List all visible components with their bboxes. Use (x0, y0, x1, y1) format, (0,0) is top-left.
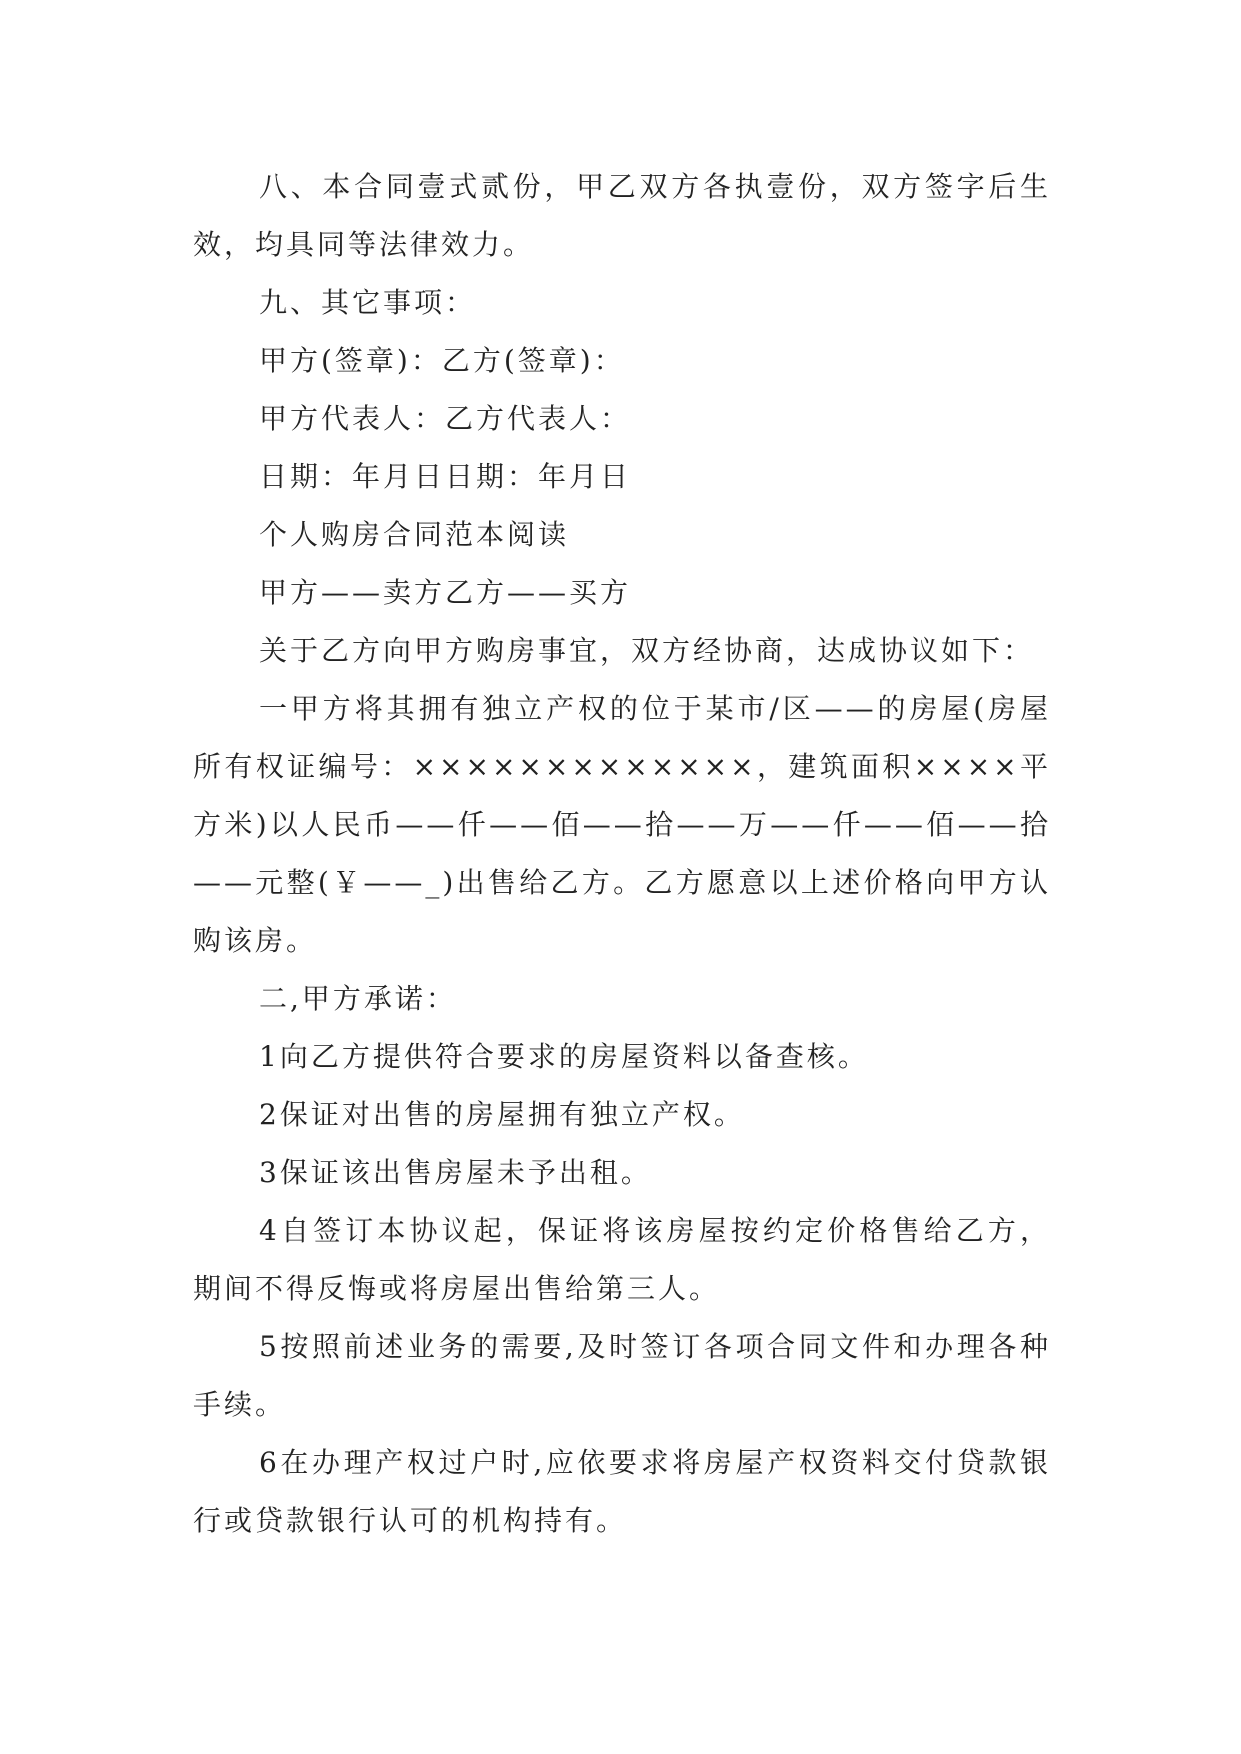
paragraph-agreement-intro: 关于乙方向甲方购房事宜，双方经协商，达成协议如下： (259, 634, 1035, 667)
paragraph-dates: 日期：年月日日期：年月日 (259, 460, 632, 493)
paragraph-commitment-3: 3保证该出售房屋未予出租。 (259, 1156, 652, 1189)
paragraph-representatives: 甲方代表人：乙方代表人： (259, 402, 632, 435)
paragraph-contract-title: 个人购房合同范本阅读 (259, 518, 570, 551)
paragraph-clause-one: 一甲方将其拥有独立产权的位于某市/区——的房屋(房屋所有权证编号：×××××××××××××，建筑面积××××平方米)以人民币——仟——佰——拾——万——仟——佰——拾——元整(￥——_)出售给乙方。乙方愿意以上述价格向甲方认购该房。 (193, 692, 1051, 957)
paragraph-other-matters: 九、其它事项： (259, 286, 477, 319)
paragraph-commitment-4: 4自签订本协议起，保证将该房屋按约定价格售给乙方，期间不得反悔或将房屋出售给第三人。 (193, 1214, 1051, 1305)
paragraph-signatures: 甲方(签章)：乙方(签章)： (259, 344, 625, 377)
paragraph-clause-two-heading: 二,甲方承诺： (259, 982, 457, 1015)
paragraph-commitment-6: 6在办理产权过户时,应依要求将房屋产权资料交付贷款银行或贷款银行认可的机构持有。 (193, 1446, 1051, 1537)
paragraph-parties: 甲方——卖方乙方——买方 (259, 576, 632, 609)
paragraph-copies-clause: 八、本合同壹式贰份，甲乙双方各执壹份，双方签字后生效，均具同等法律效力。 (193, 170, 1051, 261)
paragraph-commitment-2: 2保证对出售的房屋拥有独立产权。 (259, 1098, 745, 1131)
paragraph-commitment-5: 5按照前述业务的需要,及时签订各项合同文件和办理各种手续。 (193, 1330, 1051, 1421)
document-body (193, 158, 1051, 1550)
paragraph-commitment-1: 1向乙方提供符合要求的房屋资料以备查核。 (259, 1040, 869, 1073)
